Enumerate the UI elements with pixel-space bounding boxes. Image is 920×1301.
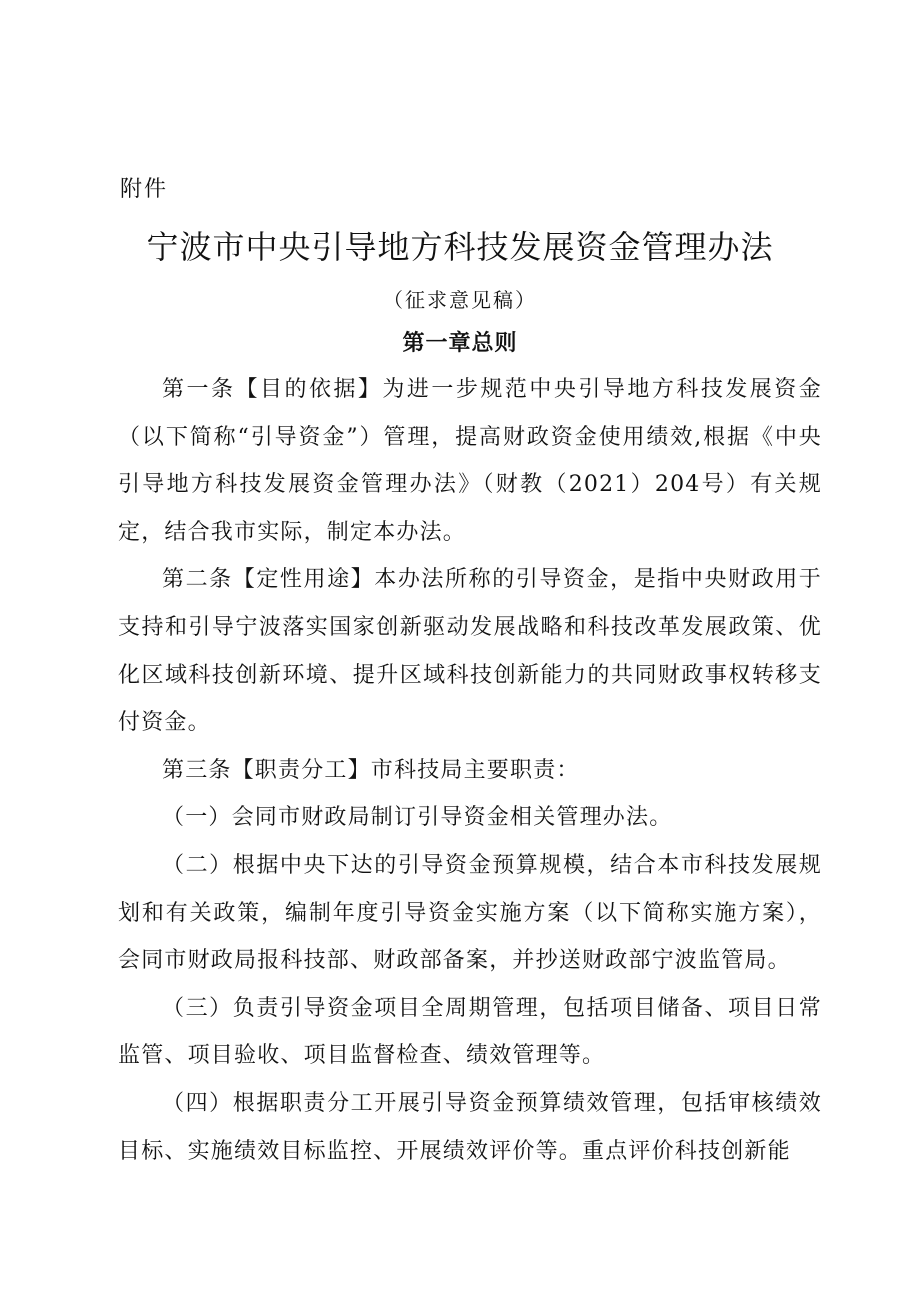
article-2-paragraph: 第二条【定性用途】本办法所称的引导资金，是指中央财政用于支持和引导宁波落实国家创新驱动发展战略和科技改革发展政策、优化区域科技创新环境、提升区域科技创新能力的共同财政事权转移支付资金。: [118, 567, 822, 736]
attachment-label: 附件: [120, 177, 169, 202]
article-3-item-2: （二）根据中央下达的引导资金预算规模，结合本市科技发展规划和有关政策，编制年度引导资金实施方案（以下简称实施方案），会同市财政局报科技部、财政部备案，并抄送财政部宁波监管局。: [118, 852, 822, 974]
article-3-item-1: （一）会同市财政局制订引导资金相关管理办法。: [162, 805, 673, 831]
chapter-heading: 第一章总则: [402, 331, 518, 356]
article-3-paragraph: 第三条【职责分工】市科技局主要职责：: [162, 757, 580, 783]
document-body: [118, 366, 822, 1175]
document-title: 宁波市中央引导地方科技发展资金管理办法: [146, 228, 774, 266]
article-3-item-3: （三）负责引导资金项目全周期管理，包括项目储备、项目日常监管、项目验收、项目监督检查、绩效管理等。: [118, 995, 822, 1069]
article-3-item-4: （四）根据职责分工开展引导资金预算绩效管理，包括审核绩效目标、实施绩效目标监控、开展绩效评价等。重点评价科技创新能: [118, 1090, 822, 1164]
document-subtitle: （征求意见稿）: [383, 288, 537, 312]
article-1-paragraph: 第一条【目的依据】为进一步规范中央引导地方科技发展资金（以下简称“引导资金”）管理，提高财政资金使用绩效,根据《中央引导地方科技发展资金管理办法》（财教（2021）204号）有关规定，结合我市实际，制定本办法。: [118, 377, 822, 545]
